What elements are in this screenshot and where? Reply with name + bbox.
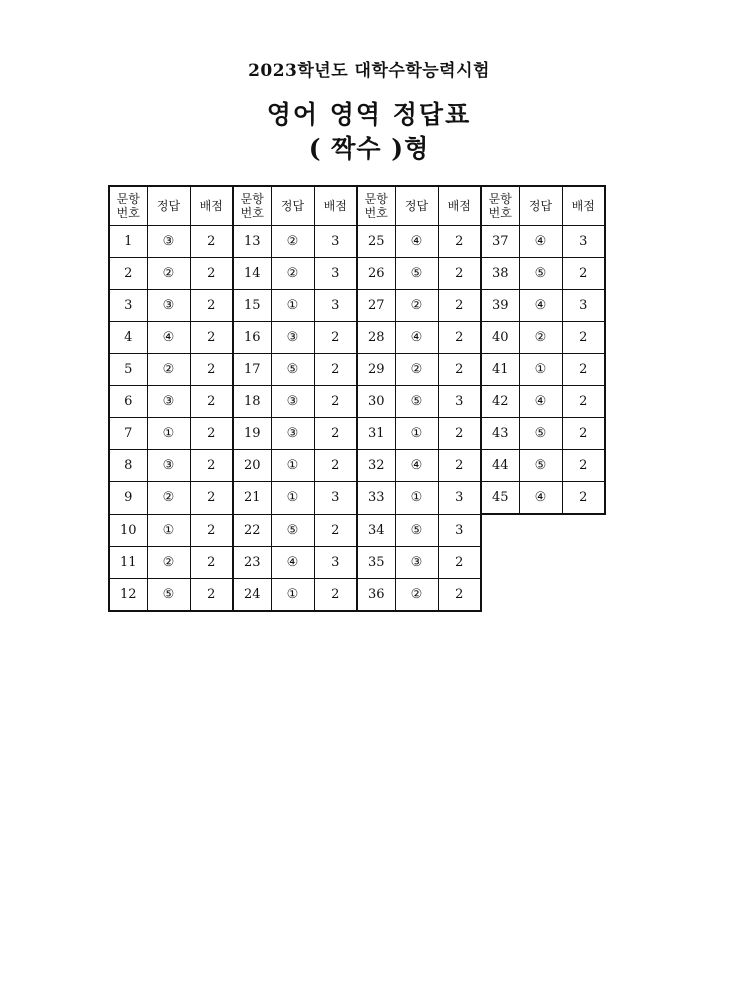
- question-number-cell: 39: [481, 290, 519, 322]
- answer-cell: ②: [395, 578, 438, 611]
- points-cell: 3: [438, 514, 481, 546]
- question-number-cell: 15: [233, 290, 271, 322]
- points-cell: 2: [190, 546, 233, 578]
- answer-cell: ⑤: [519, 450, 562, 482]
- points-cell: 2: [562, 386, 605, 418]
- points-cell: 2: [190, 418, 233, 450]
- question-number-cell: 6: [109, 386, 147, 418]
- answer-cell: ①: [147, 514, 190, 546]
- answer-cell: ①: [271, 290, 314, 322]
- header-number-line1: 문항: [364, 191, 388, 206]
- answer-cell: ②: [395, 290, 438, 322]
- question-number-cell: 43: [481, 418, 519, 450]
- table-row: [109, 450, 605, 482]
- table-row: [109, 354, 605, 386]
- subject-title: 영어 영역 정답표: [266, 100, 472, 129]
- points-cell: 2: [562, 322, 605, 354]
- header-number-line2: 번호: [116, 206, 140, 220]
- answer-cell: ④: [147, 322, 190, 354]
- header-points: 배점: [314, 186, 357, 226]
- question-number-cell: 30: [357, 386, 395, 418]
- question-number-cell: 2: [109, 258, 147, 290]
- points-cell: 2: [314, 418, 357, 450]
- points-cell: 2: [562, 450, 605, 482]
- points-cell: 2: [314, 578, 357, 611]
- points-cell: 2: [438, 418, 481, 450]
- answer-cell: ⑤: [395, 514, 438, 546]
- question-number-cell: 34: [357, 514, 395, 546]
- answer-cell: ⑤: [395, 386, 438, 418]
- header-number-line1: 문항: [116, 191, 140, 206]
- points-cell: 2: [190, 354, 233, 386]
- points-cell: 2: [190, 386, 233, 418]
- points-cell: 2: [562, 418, 605, 450]
- question-number-cell: 37: [481, 226, 519, 258]
- question-number-cell: 3: [109, 290, 147, 322]
- question-number-cell: 17: [233, 354, 271, 386]
- type-label: ( 짝수 )형: [308, 134, 430, 163]
- header-number-line1: 문항: [240, 191, 264, 206]
- points-cell: 2: [438, 578, 481, 611]
- question-number-cell: 36: [357, 578, 395, 611]
- exam-title: 2023학년도 대학수학능력시험: [248, 61, 490, 81]
- answer-cell: ⑤: [395, 258, 438, 290]
- question-number-cell: 27: [357, 290, 395, 322]
- points-cell: 2: [314, 354, 357, 386]
- table-row: [109, 322, 605, 354]
- answer-cell: ④: [395, 226, 438, 258]
- question-number-cell: 9: [109, 482, 147, 515]
- header-points: 배점: [562, 186, 605, 226]
- answer-cell: ③: [271, 418, 314, 450]
- question-number-cell: 31: [357, 418, 395, 450]
- question-number-cell: 20: [233, 450, 271, 482]
- question-number-cell: 22: [233, 514, 271, 546]
- question-number-cell: 26: [357, 258, 395, 290]
- answer-cell: ②: [519, 322, 562, 354]
- question-number-cell: 5: [109, 354, 147, 386]
- question-number-cell: 45: [481, 482, 519, 515]
- header-points: 배점: [190, 186, 233, 226]
- table-row: [109, 386, 605, 418]
- answer-cell: ②: [395, 354, 438, 386]
- header-points: 배점: [438, 186, 481, 226]
- points-cell: 2: [190, 322, 233, 354]
- answer-cell: ②: [271, 258, 314, 290]
- header-number-line2: 번호: [240, 206, 264, 220]
- question-number-cell: 11: [109, 546, 147, 578]
- header-number-line2: 번호: [364, 206, 388, 220]
- question-number-cell: 28: [357, 322, 395, 354]
- header-answer: 정답: [147, 186, 190, 226]
- answer-cell: ③: [147, 226, 190, 258]
- answer-cell: ④: [519, 290, 562, 322]
- answer-cell: ②: [271, 226, 314, 258]
- question-number-cell: 35: [357, 546, 395, 578]
- answer-cell: ④: [519, 226, 562, 258]
- question-number-cell: 23: [233, 546, 271, 578]
- answer-cell: ①: [147, 418, 190, 450]
- table-row: [109, 546, 605, 578]
- question-number-cell: 4: [109, 322, 147, 354]
- question-number-cell: 25: [357, 226, 395, 258]
- points-cell: 2: [438, 226, 481, 258]
- points-cell: 3: [314, 226, 357, 258]
- question-number-cell: 32: [357, 450, 395, 482]
- answer-cell: ⑤: [271, 354, 314, 386]
- points-cell: 2: [190, 450, 233, 482]
- table-row: [109, 226, 605, 258]
- answer-cell: ②: [147, 354, 190, 386]
- points-cell: 2: [190, 258, 233, 290]
- answer-cell: ⑤: [147, 578, 190, 611]
- points-cell: 2: [314, 386, 357, 418]
- table-row: [109, 482, 605, 515]
- question-number-cell: 38: [481, 258, 519, 290]
- answer-cell: ②: [147, 258, 190, 290]
- points-cell: 2: [562, 354, 605, 386]
- points-cell: 3: [562, 226, 605, 258]
- answer-cell: ④: [395, 450, 438, 482]
- points-cell: 2: [438, 322, 481, 354]
- header-question-number: [357, 186, 395, 226]
- header-question-number: [109, 186, 147, 226]
- question-number-cell: 42: [481, 386, 519, 418]
- answer-cell: ⑤: [519, 258, 562, 290]
- answer-cell: ④: [395, 322, 438, 354]
- points-cell: 2: [438, 354, 481, 386]
- question-number-cell: 7: [109, 418, 147, 450]
- header-question-number: [481, 186, 519, 226]
- answer-cell: ③: [271, 322, 314, 354]
- question-number-cell: 33: [357, 482, 395, 515]
- points-cell: 2: [314, 322, 357, 354]
- answer-cell: ⑤: [271, 514, 314, 546]
- points-cell: 2: [314, 450, 357, 482]
- header-number-line2: 번호: [488, 206, 512, 220]
- points-cell: 3: [314, 482, 357, 515]
- points-cell: 2: [314, 514, 357, 546]
- points-cell: 2: [438, 450, 481, 482]
- question-number-cell: 1: [109, 226, 147, 258]
- answer-key-table: [108, 185, 606, 612]
- answer-cell: ⑤: [519, 418, 562, 450]
- points-cell: 2: [438, 258, 481, 290]
- question-number-cell: 14: [233, 258, 271, 290]
- points-cell: 3: [314, 258, 357, 290]
- table-row: [109, 578, 605, 611]
- answer-cell: ③: [395, 546, 438, 578]
- points-cell: 3: [438, 482, 481, 515]
- header-answer: 정답: [271, 186, 314, 226]
- points-cell: 3: [438, 386, 481, 418]
- table-row: [109, 418, 605, 450]
- answer-cell: ①: [395, 418, 438, 450]
- question-number-cell: 16: [233, 322, 271, 354]
- header-answer: 정답: [395, 186, 438, 226]
- empty-cell: [481, 578, 605, 611]
- question-number-cell: 12: [109, 578, 147, 611]
- answer-cell: ①: [395, 482, 438, 515]
- question-number-cell: 40: [481, 322, 519, 354]
- answer-cell: ①: [271, 482, 314, 515]
- answer-cell: ④: [519, 482, 562, 515]
- question-number-cell: 8: [109, 450, 147, 482]
- empty-cell: [481, 546, 605, 578]
- question-number-cell: 29: [357, 354, 395, 386]
- table-row: [109, 258, 605, 290]
- question-number-cell: 24: [233, 578, 271, 611]
- answer-cell: ①: [271, 450, 314, 482]
- answer-cell: ②: [147, 546, 190, 578]
- points-cell: 2: [438, 546, 481, 578]
- question-number-cell: 18: [233, 386, 271, 418]
- answer-cell: ④: [519, 386, 562, 418]
- answer-cell: ③: [147, 386, 190, 418]
- question-number-cell: 21: [233, 482, 271, 515]
- points-cell: 2: [190, 226, 233, 258]
- points-cell: 3: [562, 290, 605, 322]
- question-number-cell: 19: [233, 418, 271, 450]
- points-cell: 3: [314, 546, 357, 578]
- answer-cell: ③: [147, 290, 190, 322]
- empty-cell: [481, 514, 605, 546]
- question-number-cell: 13: [233, 226, 271, 258]
- header-answer: 정답: [519, 186, 562, 226]
- answer-cell: ③: [147, 450, 190, 482]
- points-cell: 2: [190, 514, 233, 546]
- question-number-cell: 44: [481, 450, 519, 482]
- points-cell: 3: [314, 290, 357, 322]
- header-number-line1: 문항: [488, 191, 512, 206]
- answer-cell: ②: [147, 482, 190, 515]
- answer-cell: ①: [519, 354, 562, 386]
- points-cell: 2: [562, 482, 605, 515]
- table-header-row: [109, 186, 605, 226]
- table-row: [109, 514, 605, 546]
- answer-cell: ③: [271, 386, 314, 418]
- points-cell: 2: [438, 290, 481, 322]
- header-question-number: [233, 186, 271, 226]
- points-cell: 2: [562, 258, 605, 290]
- answer-cell: ④: [271, 546, 314, 578]
- points-cell: 2: [190, 482, 233, 515]
- points-cell: 2: [190, 578, 233, 611]
- question-number-cell: 41: [481, 354, 519, 386]
- question-number-cell: 10: [109, 514, 147, 546]
- answer-cell: ①: [271, 578, 314, 611]
- points-cell: 2: [190, 290, 233, 322]
- table-row: [109, 290, 605, 322]
